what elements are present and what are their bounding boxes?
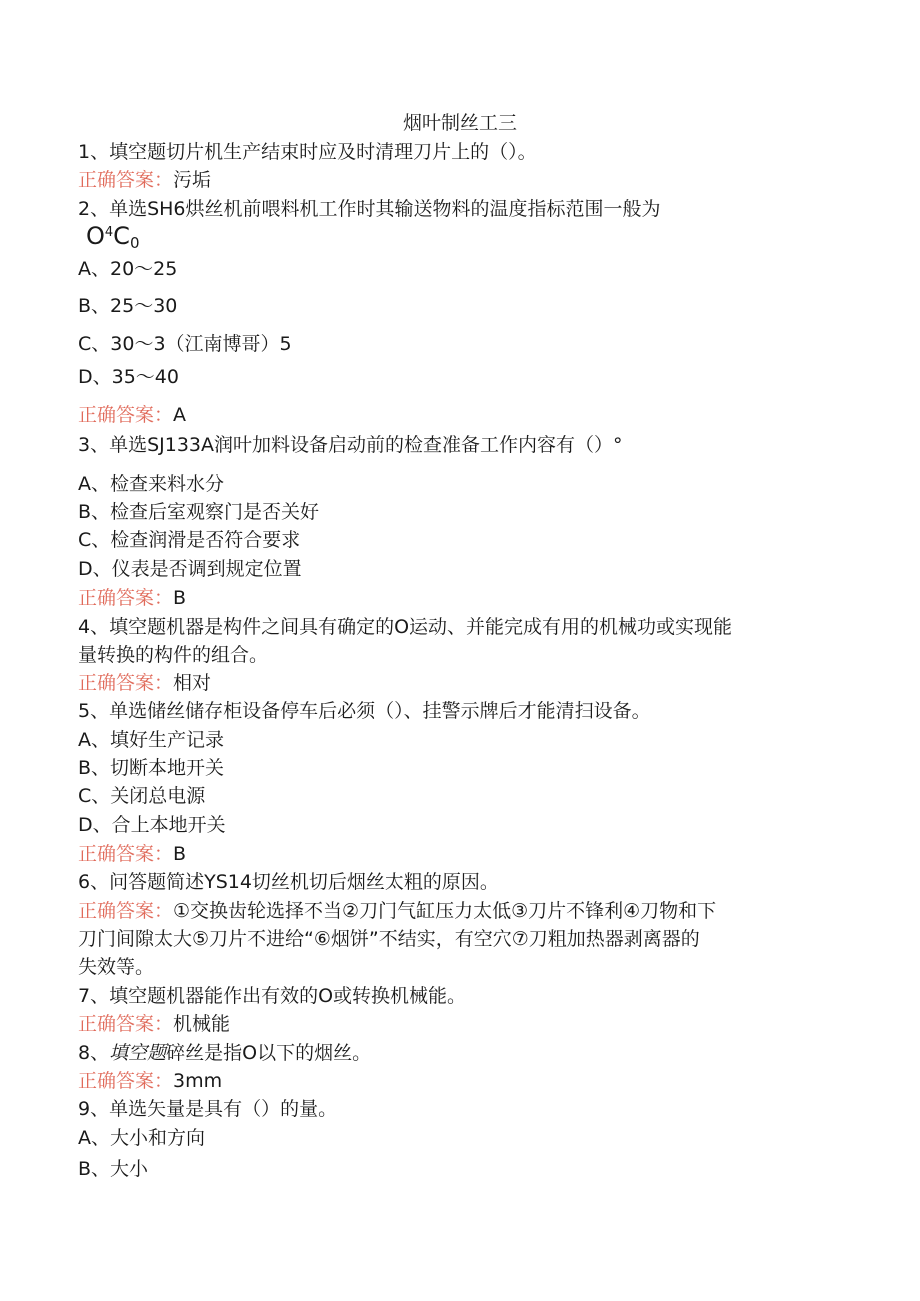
answer-6-line-3: 失效等。 — [78, 956, 155, 978]
question-6: 6、问答题简述YS14切丝机切后烟丝太粗的原因。 — [78, 871, 499, 893]
answer-value: 污垢 — [173, 169, 212, 191]
question-2: 2、单选SH6烘丝机前喂料机工作时其输送物料的温度指标范围一般为 — [78, 198, 661, 220]
answer-7 — [78, 1010, 860, 1038]
answer-1 — [78, 166, 860, 194]
option-2a: A、20～25 — [78, 258, 178, 280]
answer-3 — [78, 584, 860, 612]
question-4-line-1: 4、填空题机器是构件之间具有确定的O运动、并能完成有用的机械功或实现能 — [78, 616, 733, 638]
answer-6-line-2: 刀门间隙太大⑤刀片不进给“⑥烟饼”不结实，有空穴⑦刀粗加热器剥离器的 — [78, 928, 700, 950]
answer-4 — [78, 669, 860, 697]
option-5a: A、填好生产记录 — [78, 729, 224, 751]
answer-label: 正确答案： — [78, 900, 174, 922]
temperature-unit: $O^4C_0$ — [86, 222, 140, 252]
answer-label: 正确答案： — [78, 843, 174, 865]
answer-label: 正确答案： — [78, 587, 174, 609]
answer-2 — [78, 401, 860, 429]
answer-value: A — [173, 404, 187, 426]
document-title: 烟叶制丝工三 — [402, 112, 517, 134]
question-5: 5、单选储丝储存柜设备停车后必须（）、挂警示牌后才能清扫设备。 — [78, 700, 651, 722]
answer-6-line-1 — [78, 897, 860, 925]
question-7: 7、填空题机器能作出有效的O或转换机械能。 — [78, 985, 467, 1007]
answer-5 — [78, 840, 860, 868]
answer-8 — [78, 1067, 860, 1095]
option-5c: C、关闭总电源 — [78, 785, 206, 807]
answer-label: 正确答案： — [78, 1013, 174, 1035]
answer-value: 相对 — [173, 672, 212, 694]
question-1: 1、填空题切片机生产结束时应及时清理刀片上的（）。 — [78, 141, 537, 163]
question-text: 碎丝是指O以下的烟丝。 — [166, 1042, 372, 1064]
answer-value: B — [173, 843, 187, 865]
option-2d: D、35～40 — [78, 366, 179, 388]
answer-value: 机械能 — [173, 1013, 231, 1035]
question-type: 填空题 — [109, 1042, 167, 1064]
answer-value: B — [173, 587, 187, 609]
option-3c: C、检查润滑是否符合要求 — [78, 529, 301, 551]
answer-value: 3mm — [173, 1070, 223, 1092]
answer-label: 正确答案： — [78, 404, 174, 426]
option-3d: D、仪表是否调到规定位置 — [78, 558, 302, 580]
option-3a: A、检查来料水分 — [78, 473, 224, 495]
option-5d: D、合上本地开关 — [78, 814, 226, 836]
question-9: 9、单选矢量是具有（）的量。 — [78, 1098, 338, 1120]
question-8 — [78, 1039, 860, 1067]
answer-label: 正确答案： — [78, 672, 174, 694]
question-4-line-2: 量转换的构件的组合。 — [78, 644, 269, 666]
option-3b: B、检查后室观察门是否关好 — [78, 501, 320, 523]
answer-label: 正确答案： — [78, 169, 174, 191]
answer-label: 正确答案： — [78, 1070, 174, 1092]
option-9a: A、大小和方向 — [78, 1127, 205, 1149]
question-number: 8、 — [78, 1042, 110, 1064]
option-2b: B、25～30 — [78, 295, 178, 317]
option-5b: B、切断本地开关 — [78, 757, 225, 779]
option-9b: B、大小 — [78, 1158, 149, 1180]
option-2c: C、30～3（江南博哥）5 — [78, 333, 292, 355]
question-3: 3、单选SJ133A润叶加料设备启动前的检查准备工作内容有（）° — [78, 434, 623, 456]
answer-value: ①交换齿轮选择不当②刀门气缸压力太低③刀片不锋利④刀物和下 — [173, 900, 717, 922]
